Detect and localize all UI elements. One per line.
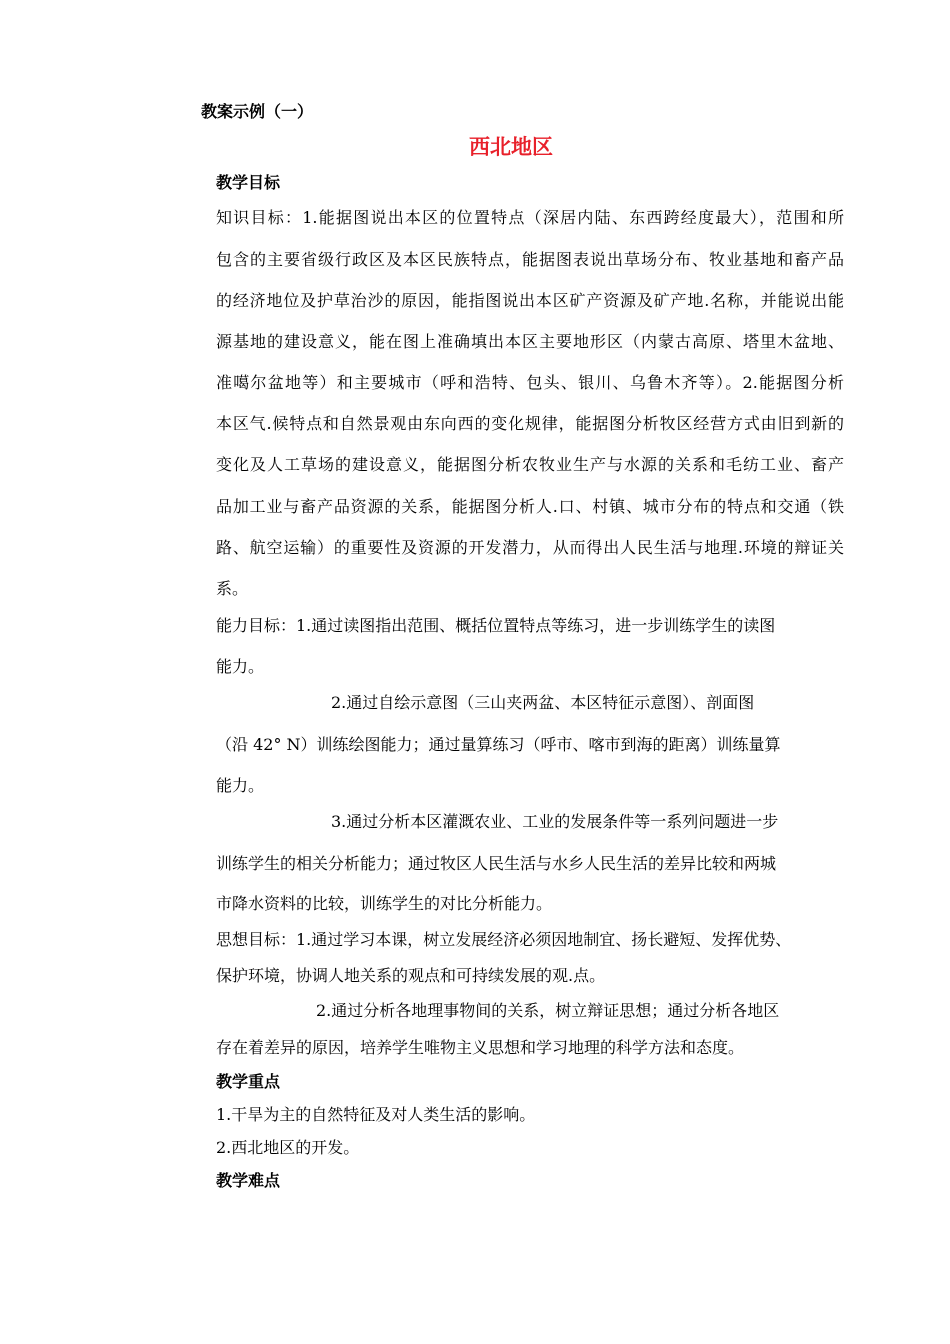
- knowledge-goal-line: 本区气.候特点和自然景观由东向西的变化规律，能据图分析牧区经营方式由旧到新的: [216, 414, 844, 433]
- knowledge-goal-line: 包含的主要省级行政区及本区民族特点，能据图表说出草场分布、牧业基地和畜产品: [216, 250, 844, 269]
- page-title: 西北地区: [469, 135, 553, 159]
- knowledge-goal-line: 系。: [216, 579, 249, 598]
- ability-goal-line: 能力目标：1.通过读图指出范围、概括位置特点等练习，进一步训练学生的读图: [216, 616, 776, 635]
- knowledge-goal-line: 源基地的建设意义，能在图上准确填出本区主要地形区（内蒙古高原、塔里木盆地、: [216, 332, 844, 351]
- key-point-item: 1.干旱为主的自然特征及对人类生活的影响。: [216, 1105, 536, 1124]
- ability-goal-line: 能力。: [216, 657, 265, 676]
- ability-goal-line: 训练学生的相关分析能力；通过牧区人民生活与水乡人民生活的差异比较和两城: [216, 854, 777, 873]
- ability-goal-line: （沿 42° N）训练绘图能力；通过量算练习（呼市、喀市到海的距离）训练量算: [216, 735, 781, 754]
- knowledge-goal-line: 路、航空运输）的重要性及资源的开发潜力，从而得出人民生活与地理.环境的辩证关: [216, 538, 844, 557]
- knowledge-goal-line: 变化及人工草场的建设意义，能据图分析农牧业生产与水源的关系和毛纺工业、畜产: [216, 455, 844, 474]
- knowledge-goal-line: 品加工业与畜产品资源的关系，能据图分析人.口、村镇、城市分布的特点和交通（铁: [216, 497, 844, 516]
- knowledge-goal-line: 的经济地位及护草治沙的原因，能指图说出本区矿产资源及矿产地.名称，并能说出能: [216, 291, 844, 310]
- ability-goal-line: 能力。: [216, 776, 265, 795]
- section-label: 教案示例（一）: [201, 102, 314, 121]
- thinking-goal-line: 2.通过分析各地理事物间的关系，树立辩证思想；通过分析各地区: [316, 1001, 780, 1020]
- ability-goal-line: 3.通过分析本区灌溉农业、工业的发展条件等一系列问题进一步: [331, 812, 779, 831]
- ability-goal-line: 市降水资料的比较，训练学生的对比分析能力。: [216, 894, 553, 913]
- thinking-goal-line: 思想目标：1.通过学习本课，树立发展经济必须因地制宜、扬长避短、发挥优势、: [216, 930, 792, 949]
- difficult-points-heading: 教学难点: [216, 1171, 281, 1190]
- key-point-item: 2.西北地区的开发。: [216, 1138, 360, 1157]
- key-points-heading: 教学重点: [216, 1072, 281, 1091]
- knowledge-goal-line: 准噶尔盆地等）和主要城市（呼和浩特、包头、银川、乌鲁木齐等）。2.能据图分析: [216, 373, 844, 392]
- thinking-goal-line: 存在着差异的原因，培养学生唯物主义思想和学习地理的科学方法和态度。: [216, 1038, 745, 1057]
- thinking-goal-line: 保护环境，协调人地关系的观点和可持续发展的观.点。: [216, 966, 606, 985]
- knowledge-goal-line: 知识目标：1.能据图说出本区的位置特点（深居内陆、东西跨经度最大），范围和所: [216, 208, 844, 227]
- ability-goal-line: 2.通过自绘示意图（三山夹两盆、本区特征示意图）、剖面图: [331, 693, 755, 712]
- teaching-goals-heading: 教学目标: [216, 173, 281, 192]
